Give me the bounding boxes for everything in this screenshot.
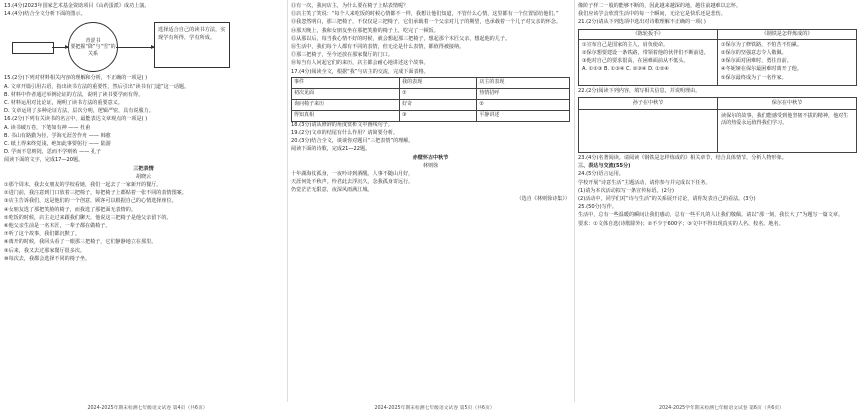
table-cell: 初次见面 xyxy=(292,88,400,99)
box-item: 读保尔的故事，我们能感受到他坚韧不拔的精神，他对生活的热爱永远值得我们学习。 xyxy=(721,113,849,127)
box-item: ①保尔为了修铁路，不怕苦不怕累。 xyxy=(721,41,802,48)
story-paragraph: ⑥他父亲生前是一名木匠，一辈子都在做椅子。 xyxy=(4,223,111,230)
story-paragraph: ⑱每当有人问起它们的来历，店主都会耐心地讲述这个故事。 xyxy=(291,60,429,67)
poem-line: 天涯何处不秋声。怜君此去浮沉久，念我孤身寄远行。 xyxy=(291,179,414,186)
arrow-right-icon xyxy=(52,47,68,48)
poem-line: 仍觉茫茫无限意，夜深风雨满江城。 xyxy=(291,187,373,194)
story-paragraph: ⑭那天晚上，我和女朋友坐在那把笑脸的椅子上，吃完了一顿饭。 xyxy=(291,27,439,34)
compare-table xyxy=(578,97,857,153)
page-footer: 2024-2025年期末检测七年级语文试卷 第4页（共6页） xyxy=(87,405,208,411)
page-footer: 2024-2025学年期末检测七年级语文试卷 第6页（共6页） xyxy=(659,405,784,411)
option: D. 学而不思则罔，思而不学则殆 —— 孔子 xyxy=(4,149,101,156)
table-cell: 热情招呼 xyxy=(477,88,570,99)
box-header: 《钢铁是怎样炼成的》 xyxy=(718,30,856,40)
table-header: 事件 xyxy=(292,77,400,88)
page-footer: 2024-2025年期末检测七年级语文试卷 第5页（共6页） xyxy=(374,405,495,411)
text-line: 生活中，总有一些温暖的瞬间让我们感动，总有一些平凡的人让我们敬佩。请以“那一刻，我长大了”为题写一篇文章。 xyxy=(578,212,844,219)
table-row xyxy=(292,88,570,99)
option: C. 材料运用对比论证，阐明了读书方法的重要意义。 xyxy=(4,100,123,107)
text-line: 学校开展“诗意生活”主题活动，请你参与并完成以下任务。 xyxy=(578,179,711,186)
table-cell: 平静讲述 xyxy=(477,110,570,121)
box-header: 《陈轮扳手》 xyxy=(579,30,717,40)
option: B. 书山有路勤为径，学海无涯苦作舟 —— 韩愈 xyxy=(4,132,111,139)
story-paragraph: ⑰那三把椅子，至今还放在那家餐厅的门口。 xyxy=(291,52,393,59)
box-item: ⑤保尔最终成为了一名作家。 xyxy=(721,74,787,81)
question-25: 25.(50分)写作。 xyxy=(578,204,617,211)
story-paragraph: ⑤吃饭的时候，店主走过来跟我们聊天，他说这三把椅子是他父亲留下的。 xyxy=(4,214,172,221)
intro-line: 13.(4分)2023年国家艺术基金资助项目《山药蛋派》成功上演。 xyxy=(4,3,150,9)
table-row xyxy=(292,99,570,110)
page-column-4 xyxy=(0,0,287,414)
box-item: ③他对自己的要求很高，在困难面前从不低头。 xyxy=(582,58,689,65)
box-item: ③保尔面对困难时，勇往直前。 xyxy=(721,58,792,65)
table-header: 店主的表现 xyxy=(477,77,570,88)
diagram-circle xyxy=(68,22,118,72)
page-column-6 xyxy=(574,0,861,414)
box-item: A. ①②③ B. ①③④ C. ②③④ D. ①②④ xyxy=(582,66,669,73)
question-22: 22.(2分)阅读下列内容，填写相关信息，并说明理由。 xyxy=(578,87,701,94)
table-cell: 询问椅子来历 xyxy=(292,99,400,110)
diagram-left-box xyxy=(12,42,54,54)
question-15: 15.(2分)下列对材料相关内容的理解和分析，不正确的一项是( ) xyxy=(4,75,148,82)
text-line: 要求：①文体自选(诗歌除外)；②不少于600字；③文中不得出现真实的人名、校名、地名。 xyxy=(578,220,784,227)
section-heading: 三、表达与交流(55分) xyxy=(578,163,631,170)
story-paragraph: ①那个周末，我去女朋友的学校看她，我们一起去了一家新开的餐厅。 xyxy=(4,182,162,189)
section-title: 三把表情 xyxy=(133,165,154,172)
read-prompt: 阅读下面的诗歌，完成21—22题。 xyxy=(291,146,371,153)
story-paragraph: ⑧离开的时候，我回头看了一眼那三把椅子，它们静静地立在那里。 xyxy=(4,239,157,246)
table-cell[interactable]: ① xyxy=(400,88,477,99)
author: 胡晓云 xyxy=(135,173,152,180)
story-paragraph: ⑫店主笑了笑说：“每个人来吃饭的时候心情都不一样，我想让他们知道，不管什么心情，这里都有一个位置留给他们。” xyxy=(291,11,559,18)
page-column-5 xyxy=(287,0,574,414)
story-paragraph: ②进门前，我注意到门口放着三把椅子，每把椅子上都贴着一张不同的表情图案。 xyxy=(4,190,187,197)
table-row xyxy=(292,110,570,121)
poem-source: （选自《林则徐诗集》） xyxy=(516,195,570,202)
question-23: 23.(4分)名著阅读。请阅读《钢铁是怎样炼成的》相关章节，结合具体情节，分析人物形象。 xyxy=(578,155,787,162)
poem-line: 十年湖海仗孤身，一夜吟诗到酒醒。人事不随山月好， xyxy=(291,171,414,178)
table-cell[interactable]: ② xyxy=(477,99,570,110)
box-item: ④冬妮娅在保尔最困难时离开了他。 xyxy=(721,66,802,73)
box-header: 保尔在中秋节 xyxy=(718,98,856,110)
text-line: (1)请为本次活动拟写一条宣传标语。(2分) xyxy=(578,187,674,194)
option: C. 纸上得来终觉浅，绝知此事要躬行 —— 陆游 xyxy=(4,141,111,148)
diagram-right-box: 选择适合自己的读书方法，实现学有所得，学有所成。 xyxy=(154,22,230,68)
box-item: ①宣布自己是国家的主人，肩负使命。 xyxy=(582,41,669,48)
text-line: (2)活动中，同学们对“诗与生活”的关系展开讨论，请你发表自己的看法。(3分) xyxy=(578,196,756,203)
table-cell[interactable]: ③ xyxy=(400,110,477,121)
box-header: 孙子在中秋节 xyxy=(579,98,717,110)
story-paragraph: ⑩每次去，我都会选择不同的椅子坐。 xyxy=(4,255,91,262)
read-prompt: 阅读下面的文字，完成17—20题。 xyxy=(4,157,84,164)
story-paragraph: ⑬我忽然明白，那三把椅子，不仅仅是三把椅子，它们承载着一个父亲对儿子的期望，也承载着一个儿子对父亲的怀念。 xyxy=(291,19,561,26)
text-line: 像阶子样二一股的能够不断的，因此越来越深的地，越往前越难以忘怀。 xyxy=(578,3,742,9)
question-19: 19.(2分)文章的结尾有什么作用？请简要分析。 xyxy=(291,130,399,137)
table-cell: 得知真相 xyxy=(292,110,400,121)
intro-line: 14.(4分)结合全文分析下面的图示。 xyxy=(4,11,86,18)
circle-line: 青涩书 xyxy=(85,37,101,44)
answer-table xyxy=(291,77,570,122)
table-header: 我的表现 xyxy=(400,77,477,88)
text-line: 我们应该学会欣赏生活中的每一个瞬间，无论它是快乐还是悲伤。 xyxy=(578,11,726,18)
option: B. 材料中作者通过举例论证的方法，说明了读书要学而有得。 xyxy=(4,91,144,98)
question-18: 18.(3分)请从修辞的角度赏析文中画线句子。 xyxy=(291,121,393,128)
question-21: 21.(2分)请从下列选项中选出对诗歌理解不正确的一项( ) xyxy=(578,19,706,26)
story-paragraph: ⑮从那以后，每当我心情不好的时候，就会想起那三把椅子，想起那个木匠父亲，想起他的儿子。 xyxy=(291,35,511,42)
option: A. 读书破万卷，下笔如有神 —— 杜甫 xyxy=(4,124,91,131)
story-paragraph: ⑨后来，我又去过那家餐厅很多次。 xyxy=(4,247,85,254)
arrow-right-icon xyxy=(116,47,154,48)
story-paragraph: ④女朋友选了那把笑脸的椅子，而我选了那把面无表情的。 xyxy=(4,206,136,213)
option: A. 文章开篇引用古语，指出读书方法的重要性，然后引出“读书有门道”这一话题。 xyxy=(4,83,190,90)
poem-author: 林则徐 xyxy=(422,162,439,169)
question-16: 16.(2分)下列有关读书的名言中，最能表达文章观点的一项是( ) xyxy=(4,116,148,123)
box-item: ②保尔的坚强意志令人敬佩。 xyxy=(721,50,787,57)
question-24: 24.(5分)语言运用。 xyxy=(578,171,624,178)
book-compare-box xyxy=(578,29,857,86)
box-item: ②保尔想要建设一条铁路，带领着他的伙伴们不断前进。 xyxy=(582,50,709,57)
circle-line: 要把握“降”与“雪”的关系 xyxy=(70,44,116,57)
story-paragraph: ③店主告诉我们，这是他们的一个创意，顾客可以根据自己的心情选择座位。 xyxy=(4,198,177,205)
diagram xyxy=(4,20,283,72)
story-paragraph: ⑪有一次，我问店主，为什么要在椅子上贴表情呢？ xyxy=(291,3,409,9)
question-17: 17.(4分)阅读全文，根据“我”与店主的交流，完成下面表格。 xyxy=(291,68,429,75)
option: D. 文章运用了多种论证方法，层次分明，逻辑严密，具有说服力。 xyxy=(4,108,154,115)
question-20: 20.(3分)结合全文，谈谈你对题目“三把表情”的理解。 xyxy=(291,138,414,145)
table-cell: 好奇 xyxy=(400,99,477,110)
story-paragraph: ⑦听了这个故事，我们都沉默了。 xyxy=(4,231,80,238)
poem-title: 赤壁怀古中秋节 xyxy=(412,154,449,161)
story-paragraph: ⑯生活中，我们每个人都有不同的表情，但无论是什么表情，都值得被接纳。 xyxy=(291,44,465,51)
